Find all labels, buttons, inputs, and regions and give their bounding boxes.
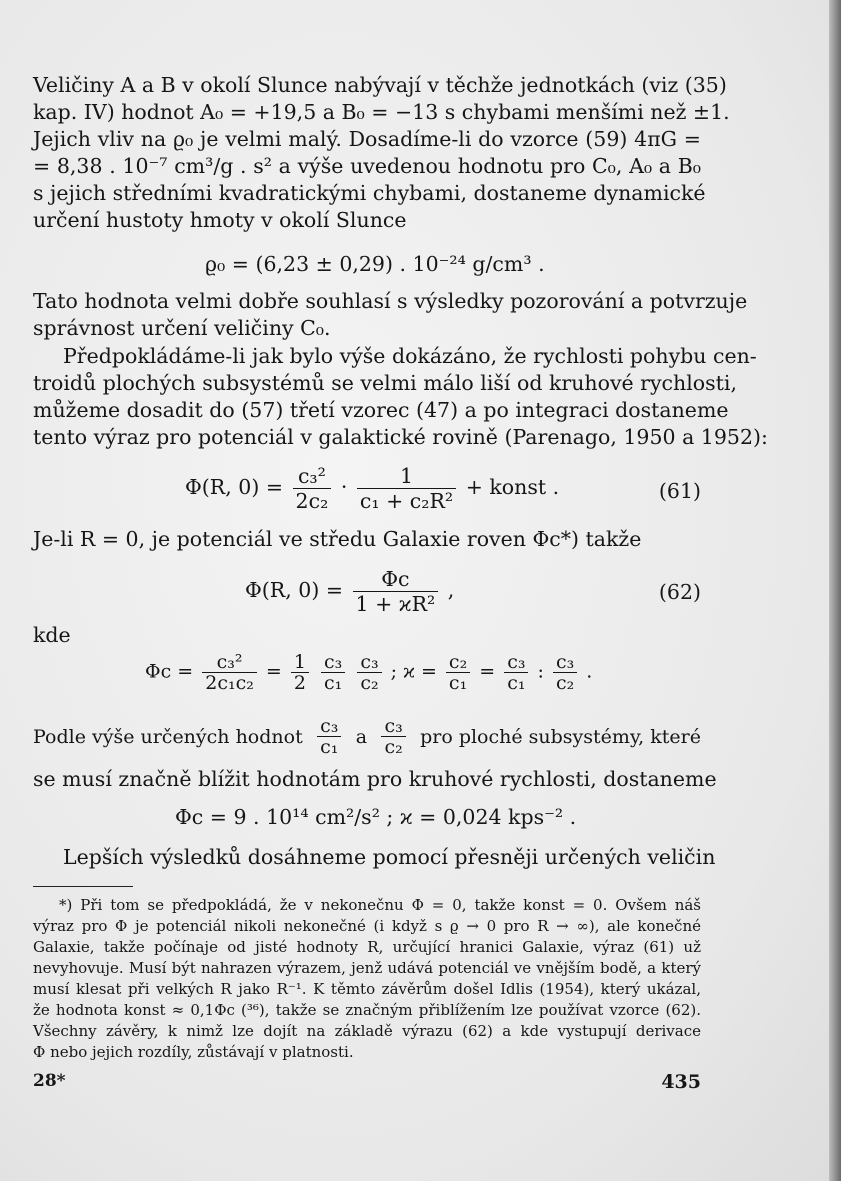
eq61-lhs: Φ(R, 0) = xyxy=(185,475,284,499)
footnote-line: Všechny závěry, k nimž lze dojít na základě výrazu (62) a kde vystupují derivace xyxy=(33,1022,701,1040)
paragraph1-line: s jejich středními kvadratickými chybami, dostaneme dynamické xyxy=(33,181,706,205)
eq61-rest: + konst . xyxy=(465,475,560,499)
defs-frac-num: c₃ xyxy=(357,653,381,673)
paragraph1-line: určení hustoty hmoty v okolí Slunce xyxy=(33,208,407,232)
paragraph5-line2: se musí značně blížit hodnotám pro kruhové rychlosti, dostaneme xyxy=(33,767,717,791)
definitions-equation xyxy=(145,653,592,692)
defs-frac-num: c₂ xyxy=(446,653,470,673)
values-equation: Φc = 9 . 10¹⁴ cm²/s² ; ϰ = 0,024 kps⁻² . xyxy=(175,805,577,829)
p5-text-b: pro ploché subsystémy, které xyxy=(420,725,701,748)
eq61-dot: · xyxy=(340,475,348,499)
footnote-rule xyxy=(33,886,133,887)
eq61-frac1-den: 2c₂ xyxy=(295,489,329,513)
eq61-frac1-num: c₃² xyxy=(293,465,332,489)
footnote-line: musí klesat při velkých R jako R⁻¹. K těmto závěrům došel Idlis (1954), který ukázal, xyxy=(33,980,701,998)
density-equation: ϱ₀ = (6,23 ± 0,29) . 10⁻²⁴ g/cm³ . xyxy=(205,252,545,276)
defs-frac-den: 2c₁c₂ xyxy=(205,672,254,694)
defs-frac-den: c₂ xyxy=(555,672,575,694)
paragraph3-line: Předpokládáme-li jak bylo výše dokázáno, že rychlosti pohybu cen- xyxy=(63,344,757,368)
eq61-frac2-den: c₁ + c₂R² xyxy=(359,489,454,513)
eq61-frac2-num: 1 xyxy=(357,465,456,489)
p5-frac-num: c₃ xyxy=(381,717,405,737)
defs-equals: = xyxy=(265,660,282,683)
paragraph3-line: můžeme dosadit do (57) třetí vzorec (47) a po integraci dostaneme xyxy=(33,398,729,422)
paragraph3-line: troidů plochých subsystémů se velmi málo liší od kruhové rychlosti, xyxy=(33,371,737,395)
p5-fraction xyxy=(317,717,341,756)
defs-frac-den: c₂ xyxy=(360,672,379,694)
p5-mid: a xyxy=(355,725,368,748)
eq62-fraction xyxy=(353,568,439,615)
defs-fraction xyxy=(357,653,381,692)
paragraph1-line: Jejich vliv na ϱ₀ je velmi malý. Dosadíme-li do vzorce (59) 4πG = xyxy=(33,127,701,151)
defs-end: . xyxy=(586,660,593,683)
defs-fraction xyxy=(291,653,309,692)
defs-frac-den: c₁ xyxy=(324,672,343,694)
paragraph4: Je-li R = 0, je potenciál ve středu Galaxie roven Φc*) takže xyxy=(33,527,642,551)
page-edge-shadow xyxy=(829,0,841,1181)
footnote-line: že hodnota konst ≈ 0,1Φc (³⁶), takže se značným přiblížením lze používat vzorce (62). xyxy=(33,1001,701,1019)
paragraph3-line: tento výraz pro potenciál v galaktické rovině (Parenago, 1950 a 1952): xyxy=(33,425,768,449)
signature-mark: 28* xyxy=(33,1071,66,1091)
equation-61 xyxy=(185,465,559,512)
defs-separator: ; ϰ = xyxy=(390,660,437,683)
p5-frac-den: c₁ xyxy=(320,736,339,758)
defs-frac-num: c₃ xyxy=(321,653,345,673)
paragraph1-line: kap. IV) hodnot A₀ = +19,5 a B₀ = −13 s chybami menšími než ±1. xyxy=(33,100,730,124)
page-number: 435 xyxy=(661,1071,701,1093)
kde-word: kde xyxy=(33,623,71,647)
eq62-frac-den: 1 + ϰR² xyxy=(355,592,436,616)
defs-frac-den: c₁ xyxy=(448,672,468,694)
defs-frac-num: c₃ xyxy=(504,653,528,673)
paragraph6: Lepších výsledků dosáhneme pomocí přesněji určených veličin xyxy=(63,845,716,869)
defs-fraction xyxy=(202,653,257,692)
defs-colon: : xyxy=(537,660,544,683)
p5-frac-den: c₂ xyxy=(384,736,403,758)
defs-frac-num: c₃ xyxy=(553,653,577,673)
defs-fraction xyxy=(553,653,577,692)
eq61-fraction xyxy=(293,465,332,512)
paragraph2-line: správnost určení veličiny C₀. xyxy=(33,316,331,340)
defs-equals: = xyxy=(479,660,496,683)
equation-61-number: (61) xyxy=(658,479,701,503)
eq62-frac-num: Φc xyxy=(353,568,439,592)
defs-frac-den: c₁ xyxy=(507,672,526,694)
equation-62 xyxy=(245,568,454,615)
defs-fraction xyxy=(446,653,470,692)
footnote-line: nevyhovuje. Musí být nahrazen výrazem, jenž udává potenciál ve vnějším bodě, a který xyxy=(33,959,701,977)
eq62-rest: , xyxy=(447,578,455,602)
paragraph5-line1 xyxy=(33,717,701,756)
footnote-line: Φ nebo jejich rozdíly, zůstávají v platnosti. xyxy=(33,1043,354,1061)
defs-frac-num: 1 xyxy=(291,653,309,673)
p5-text-a: Podle výše určených hodnot xyxy=(33,725,303,748)
eq62-lhs: Φ(R, 0) = xyxy=(245,578,344,602)
paragraph2-line: Tato hodnota velmi dobře souhlasí s výsledky pozorování a potvrzuje xyxy=(33,289,748,313)
p5-fraction xyxy=(381,717,405,756)
defs-fraction xyxy=(504,653,528,692)
defs-lhs: Φc = xyxy=(145,660,194,683)
footnote-line: výraz pro Φ je potenciál nikoli nekonečné (i když s ϱ → 0 pro R → ∞), ale konečné xyxy=(33,917,701,935)
footnote-line: Galaxie, takže počínaje od jisté hodnoty R, určující hranici Galaxie, výraz (61) už xyxy=(33,938,701,956)
footnote-line: *) Při tom se předpokládá, že v nekonečnu Φ = 0, takže konst = 0. Ovšem náš xyxy=(59,896,701,914)
paragraph1-line: = 8,38 . 10⁻⁷ cm³/g . s² a výše uvedenou hodnotu pro C₀, A₀ a B₀ xyxy=(33,154,701,178)
equation-62-number: (62) xyxy=(658,580,701,604)
p5-frac-num: c₃ xyxy=(317,717,341,737)
paragraph1-line: Veličiny A a B v okolí Slunce nabývají v těchže jednotkách (viz (35) xyxy=(33,73,727,97)
eq61-fraction xyxy=(357,465,456,512)
defs-fraction xyxy=(321,653,345,692)
defs-frac-den: 2 xyxy=(293,672,306,694)
defs-frac-num: c₃² xyxy=(202,653,257,673)
